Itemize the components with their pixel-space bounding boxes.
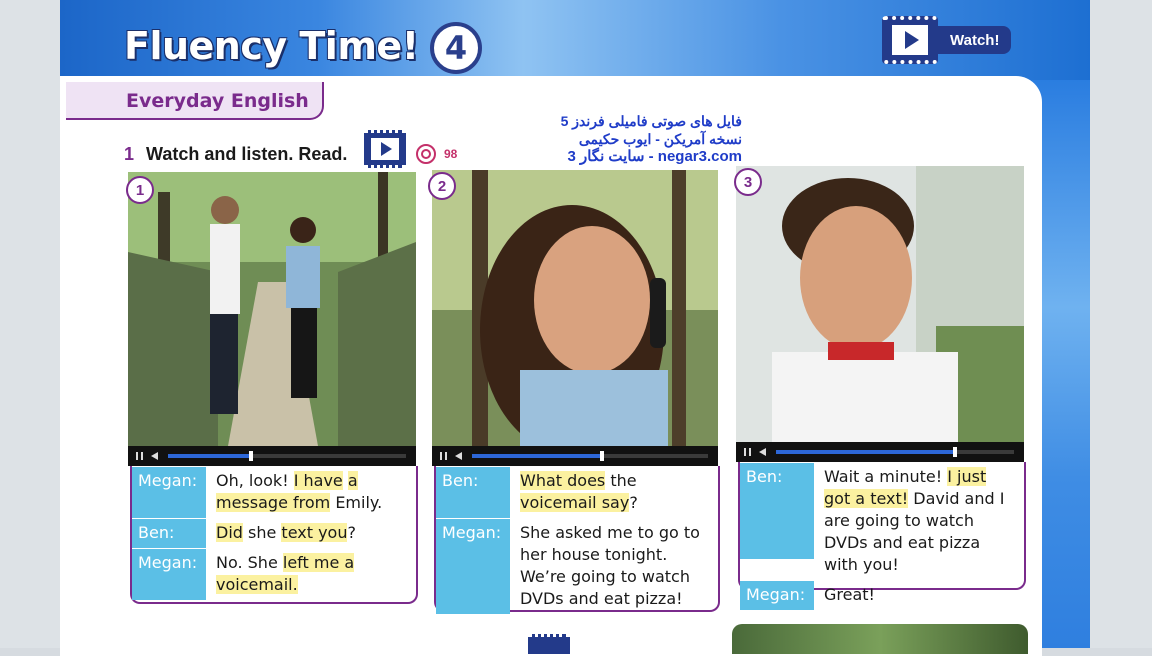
play-pause-icon[interactable] [440,452,447,460]
dialog-text: She asked me to go to her house tonight. We’re going to watch DVDs and eat pizza! [520,523,700,608]
highlighted-phrase: I just [947,467,987,486]
speaker-label: Megan: [132,549,206,600]
highlighted-phrase: What does [520,471,606,490]
video-player-bar[interactable] [128,446,416,466]
dialog-line [814,581,883,610]
photo-kids-on-path [128,172,416,446]
dialog-text: Emily. [330,493,383,512]
dialog-row [132,548,416,600]
photo-boy-portrait [736,166,1024,442]
dialog-row [436,518,718,614]
dialog-line [814,463,1024,580]
dialog-text: ? [347,523,356,542]
progress-fill [168,454,251,458]
progress-bar[interactable] [168,454,406,458]
dialog-line [206,467,416,518]
highlighted-phrase: I have [293,471,343,490]
progress-fill [472,454,602,458]
cd-audio-icon[interactable] [416,144,436,164]
dialog-row [740,462,1024,580]
dialog-text: No. She [216,553,283,572]
section-tab [66,82,324,120]
textbook-page [60,0,1090,648]
dialog-text: Wait a minute! [824,467,948,486]
progress-bar[interactable] [472,454,708,458]
volume-icon[interactable] [151,452,158,460]
speaker-label: Megan: [740,581,814,610]
panel-number: 2 [428,172,456,200]
video-icon[interactable] [528,634,570,654]
speaker-label: Ben: [740,463,814,559]
progress-knob[interactable] [600,451,604,461]
dialog-box [130,466,418,604]
progress-knob[interactable] [249,451,253,461]
watch-video-button[interactable] [882,16,1014,64]
progress-bar[interactable] [776,450,1014,454]
volume-icon[interactable] [455,452,462,460]
volume-icon[interactable] [759,448,766,456]
highlighted-phrase: voicemail. [216,575,298,594]
audio-track-number: 98 [444,147,458,161]
dialog-line [510,467,718,518]
panel-number: 1 [126,176,154,204]
dialog-row [132,518,416,548]
watermark-line: نسخه آمریکن - ایوب حکیمی [578,131,742,147]
panel-number: 3 [734,168,762,196]
video-player-bar[interactable] [432,446,718,466]
speaker-label: Ben: [132,519,206,548]
play-pause-icon[interactable] [136,452,143,460]
left-margin [0,0,60,648]
video-icon [882,16,938,64]
watch-button-label: Watch! [932,26,1011,54]
dialog-text: David and I are going to watch DVDs and eat pizza with you! [824,489,1005,574]
page-title: Fluency Time! [124,24,419,68]
highlighted-phrase: got a text! [824,489,909,508]
dialog-row [436,466,718,518]
watermark-line: سایت نگار 3 - negar3.com [567,148,742,165]
dialog-text: ? [629,493,638,512]
highlighted-phrase: text you [281,523,348,542]
photo-girl-on-phone [432,170,718,446]
video-icon[interactable] [364,130,406,168]
section-label: Everyday English [126,90,309,112]
watermark-line: فایل های صوتی فامیلی فرندز 5 [560,113,742,129]
dialog-line [206,519,364,548]
lesson-number-badge: 4 [430,22,482,74]
speaker-label: Megan: [436,519,510,614]
dialog-text: she [242,523,282,542]
next-photo-partial [732,624,1028,654]
highlighted-phrase: Did [216,523,243,542]
dialog-box [738,462,1026,604]
speaker-label: Ben: [436,467,510,518]
dialog-line [510,519,718,614]
dialog-text: Great! [824,585,875,604]
progress-fill [776,450,955,454]
watermark [532,112,742,166]
instruction-text: Watch and listen. Read. [146,144,348,164]
exercise-instruction [124,144,347,165]
dialog-line [206,549,416,600]
exercise-number: 1 [124,144,135,164]
video-player-bar[interactable] [736,442,1024,462]
highlighted-phrase: left me a [282,553,355,572]
progress-knob[interactable] [953,447,957,457]
speaker-label: Megan: [132,467,206,518]
play-pause-icon[interactable] [744,448,751,456]
dialog-text: Oh, look! [216,471,294,490]
right-margin [1090,0,1152,648]
dialog-row [132,466,416,518]
dialog-box [434,466,720,612]
dialog-row [740,580,1024,610]
highlighted-phrase: a message from [216,471,358,512]
highlighted-phrase: voicemail say [520,493,630,512]
dialog-text: the [605,471,637,490]
